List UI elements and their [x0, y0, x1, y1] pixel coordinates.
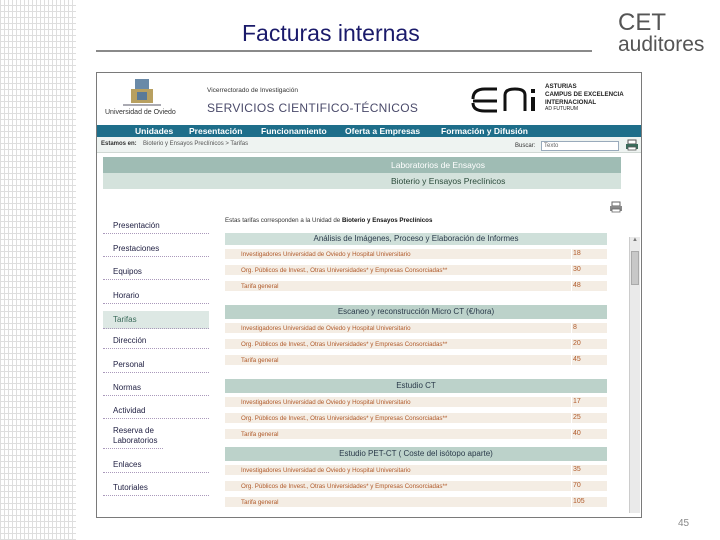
table-row: [225, 481, 607, 492]
sidebar-item-equipos[interactable]: Equipos: [103, 267, 209, 280]
row-label: Tarifa general: [241, 357, 279, 364]
row-value: 17: [573, 398, 581, 405]
table-row: [225, 355, 607, 366]
sidebar-item-horario[interactable]: Horario: [103, 291, 209, 304]
row-value: 45: [573, 356, 581, 363]
row-value: 40: [573, 430, 581, 437]
row-value: 30: [573, 266, 581, 273]
university-name: Universidad de Oviedo: [105, 109, 176, 116]
table-row: [225, 465, 607, 476]
university-header: [97, 73, 641, 125]
row-value: 48: [573, 282, 581, 289]
row-value: 70: [573, 482, 581, 489]
row-value: 105: [573, 498, 585, 505]
table-row: [225, 497, 607, 508]
intro-text: [225, 217, 432, 224]
sidebar-item-prestaciones[interactable]: Prestaciones: [103, 244, 209, 257]
breadcrumb-prefix: Estamos en:: [101, 141, 137, 147]
row-label: Tarifa general: [241, 283, 279, 290]
breadcrumb-bar: [97, 137, 641, 153]
intro-prefix: Estas tarifas corresponden a la Unidad de: [225, 217, 342, 224]
intro-unit: Bioterio y Ensayos Preclínicos: [341, 217, 433, 224]
row-value: 35: [573, 466, 581, 473]
row-label: Investigadores Universidad de Oviedo y Hospital Universitario: [241, 251, 411, 258]
table-row: [225, 429, 607, 440]
lab-section-bar: [103, 157, 621, 173]
sidebar-item-enlaces[interactable]: Enlaces: [103, 460, 209, 473]
nav-formacion-difusion[interactable]: Formación y Difusión: [441, 126, 528, 136]
cet-auditores-logo: [618, 9, 714, 56]
printer-icon[interactable]: [609, 201, 623, 213]
row-label: Investigadores Universidad de Oviedo y Hospital Universitario: [241, 325, 411, 332]
main-navbar: [97, 125, 641, 137]
unit-title: Bioterio y Ensayos Preclínicos: [391, 176, 506, 186]
section-header: Estudio CT: [225, 379, 607, 393]
section-header: Escaneo y reconstrucción Micro CT (€/hora): [225, 305, 607, 319]
logo-line-2: auditores: [618, 32, 705, 56]
row-label: Investigadores Universidad de Oviedo y Hospital Universitario: [241, 467, 411, 474]
section-header: Análisis de Imágenes, Proceso y Elaboración de Informes: [225, 233, 607, 245]
sidebar-item-tutoriales[interactable]: Tutoriales: [103, 483, 209, 496]
table-row: [225, 281, 607, 292]
row-value: 20: [573, 340, 581, 347]
campus-line: INTERNACIONAL: [545, 98, 597, 106]
sidebar-item-personal[interactable]: Personal: [103, 360, 209, 373]
website-screenshot: [96, 72, 642, 518]
sidebar-item-reserva[interactable]: Reserva de Laboratorios: [103, 426, 163, 449]
sidebar-item-actividad[interactable]: Actividad: [103, 406, 209, 419]
sidebar-item-normas[interactable]: Normas: [103, 383, 209, 396]
printer-icon[interactable]: [625, 139, 639, 151]
nav-presentacion[interactable]: Presentación: [189, 126, 243, 136]
campus-line: CAMPUS DE EXCELENCIA: [545, 90, 624, 98]
campus-text: [545, 83, 624, 113]
nav-oferta-empresas[interactable]: Oferta a Empresas: [345, 126, 421, 136]
row-label: Tarifa general: [241, 499, 279, 506]
table-row: [225, 397, 607, 408]
row-label: Org. Públicos de Invest., Otras Universidades* y Empresas Consorciadas**: [241, 341, 448, 348]
table-row: [225, 265, 607, 276]
vice-rectorate: Vicerrectorado de Investigación: [207, 87, 298, 94]
sidebar-item-direccion[interactable]: Dirección: [103, 336, 209, 349]
sidebar-item-tarifas[interactable]: Tarifas: [103, 311, 209, 329]
campus-line: ASTURIAS: [545, 83, 577, 90]
sidebar-item-presentacion[interactable]: Presentación: [103, 221, 209, 234]
row-label: Org. Públicos de Invest., Otras Universidades* y Empresas Consorciadas**: [241, 415, 448, 422]
table-row: [225, 413, 607, 424]
nav-funcionamiento[interactable]: Funcionamiento: [261, 126, 327, 136]
table-row: [225, 249, 607, 260]
page-number: 45: [678, 518, 690, 529]
table-row: [225, 323, 607, 334]
nav-unidades[interactable]: Unidades: [135, 126, 174, 136]
table-row: [225, 339, 607, 350]
unit-bar: [103, 173, 621, 189]
scrollbar[interactable]: [629, 237, 640, 513]
lab-title: Laboratorios de Ensayos: [391, 160, 486, 170]
slide-title: Facturas internas: [242, 20, 420, 46]
row-value: 25: [573, 414, 581, 421]
row-label: Tarifa general: [241, 431, 279, 438]
campus-logo-icon: [469, 85, 539, 113]
row-label: Investigadores Universidad de Oviedo y Hospital Universitario: [241, 399, 411, 406]
row-label: Org. Públicos de Invest., Otras Universidades* y Empresas Consorciadas**: [241, 267, 448, 274]
logo-line-1: CET: [618, 9, 666, 36]
row-label: Org. Públicos de Invest., Otras Universidades* y Empresas Consorciadas**: [241, 483, 448, 490]
campus-line: AD FUTURUM: [545, 106, 579, 113]
services-title: SERVICIOS CIENTIFICO-TÉCNICOS: [207, 101, 419, 115]
section-header: Estudio PET-CT ( Coste del isótopo aparte): [225, 447, 607, 461]
search-input[interactable]: Texto: [541, 141, 619, 151]
scroll-up-arrow-icon[interactable]: ▲: [632, 237, 638, 243]
breadcrumb[interactable]: Bioterio y Ensayos Preclínicos > Tarifas: [143, 141, 249, 147]
row-value: 18: [573, 250, 581, 257]
search-label: Buscar:: [515, 143, 536, 149]
row-value: 8: [573, 324, 577, 331]
university-crest-icon: [121, 77, 163, 107]
title-divider: [96, 50, 592, 52]
scroll-thumb[interactable]: [631, 251, 639, 285]
decorative-stripes: [0, 0, 76, 540]
